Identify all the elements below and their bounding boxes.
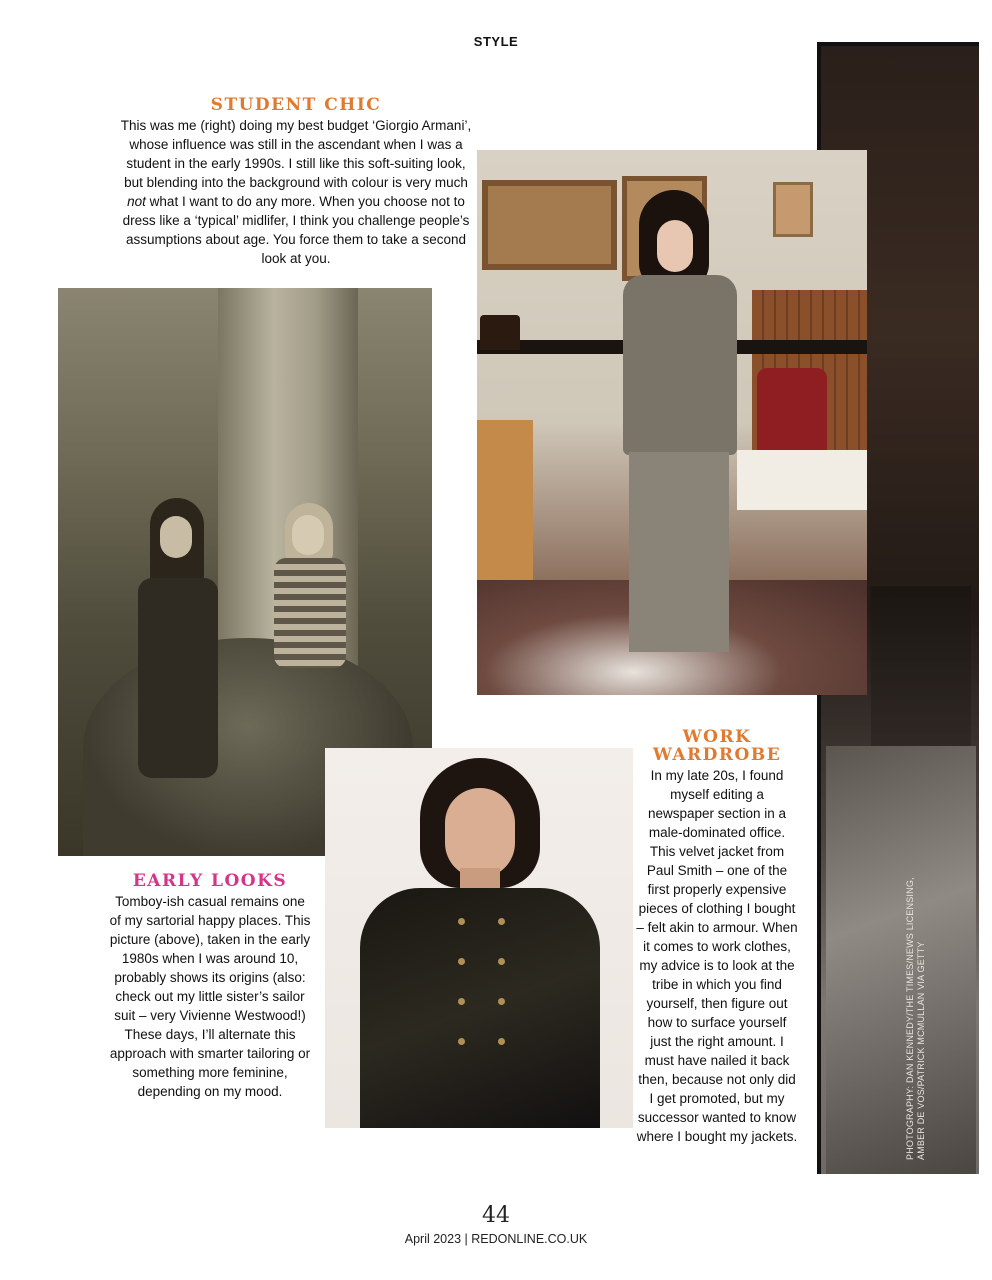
student-chic-photo [477,150,867,695]
bed-shape [737,450,867,510]
button-dot [458,958,465,965]
early-looks-caption [108,872,312,1101]
stone-floor-shape [826,746,976,1174]
grey-jacket-shape [623,275,737,455]
button-dot [458,1038,465,1045]
caption-body [118,116,474,268]
button-dot [458,918,465,925]
face-shape [445,788,515,878]
face-shape [657,220,693,272]
body-shape [138,578,218,778]
section-tag: STYLE [473,34,519,49]
child-left-figure [138,498,218,788]
issue-footer: April 2023 | REDONLINE.CO.UK [404,1232,588,1246]
woman-figure [617,190,742,670]
desk-shape [477,420,533,600]
caption-title: STUDENT CHIC [210,95,382,115]
face-shape [292,515,324,555]
child-right-figure [270,503,350,733]
work-wardrobe-caption [636,728,798,1146]
pillow-shape [757,368,827,458]
photo-credit: PHOTOGRAPHY: DAN KENNEDY/THE TIMES/NEWS LICENSING, AMBER DE VOS/PATRICK MCMULLAN VIA GETTY [905,877,926,1160]
button-dot [498,958,505,965]
student-chic-caption [118,96,474,268]
button-dot [458,998,465,1005]
work-wardrobe-photo [325,748,633,1128]
button-dot [498,918,505,925]
sailor-suit-shape [274,558,346,668]
lamp-shape [480,315,520,350]
caption-title: EARLY LOOKS [132,871,288,891]
caption-title: WORK WARDROBE [652,727,782,765]
page-number: 44 [482,1203,510,1228]
trousers-shape [629,452,729,652]
button-dot [498,1038,505,1045]
face-shape [160,516,192,558]
velvet-jacket-shape [360,888,600,1128]
caption-text: what I want to do any more. When you choose not to dress like a ‘typical’ midlifer, I think you challenge people’s assumptions about age. You force them to take a second look at you. [122,194,470,266]
caption-body: In my late 20s, I found myself editing a newspaper section in a male-dominated office. This velvet jacket from Paul Smith – one of the first properly expensive pieces of clothing I bought – felt akin to armour. When it comes to work clothes, my advice is to look at the tribe in which you find yourself, then figure out how to surface yourself just the right amount. I must have nailed it back then, because not only did I get promoted, but my successor wanted to know where I bought my jackets. [636,768,798,1144]
picture-frame-shape [773,182,813,237]
caption-text: This was me (right) doing my best budget ‘Giorgio Armani’, whose influence was still in the ascendant when I was a student in the early 1990s. I still like this soft-suiting look, but blending into the background with colour is very much [120,118,472,190]
button-dot [498,998,505,1005]
pinboard-shape [482,180,617,270]
caption-body: Tomboy-ish casual remains one of my sartorial happy places. This picture (above), taken in the early 1980s when I was around 10, probably shows its origins (also: check out my little sister’s sailor suit – very Vivienne Westwood!) These days, I’ll alternate this approach with smarter tailoring or something more feminine, depending on my mood. [109,894,311,1099]
caption-emphasis: not [127,194,146,209]
stair-step-shape [871,586,971,746]
